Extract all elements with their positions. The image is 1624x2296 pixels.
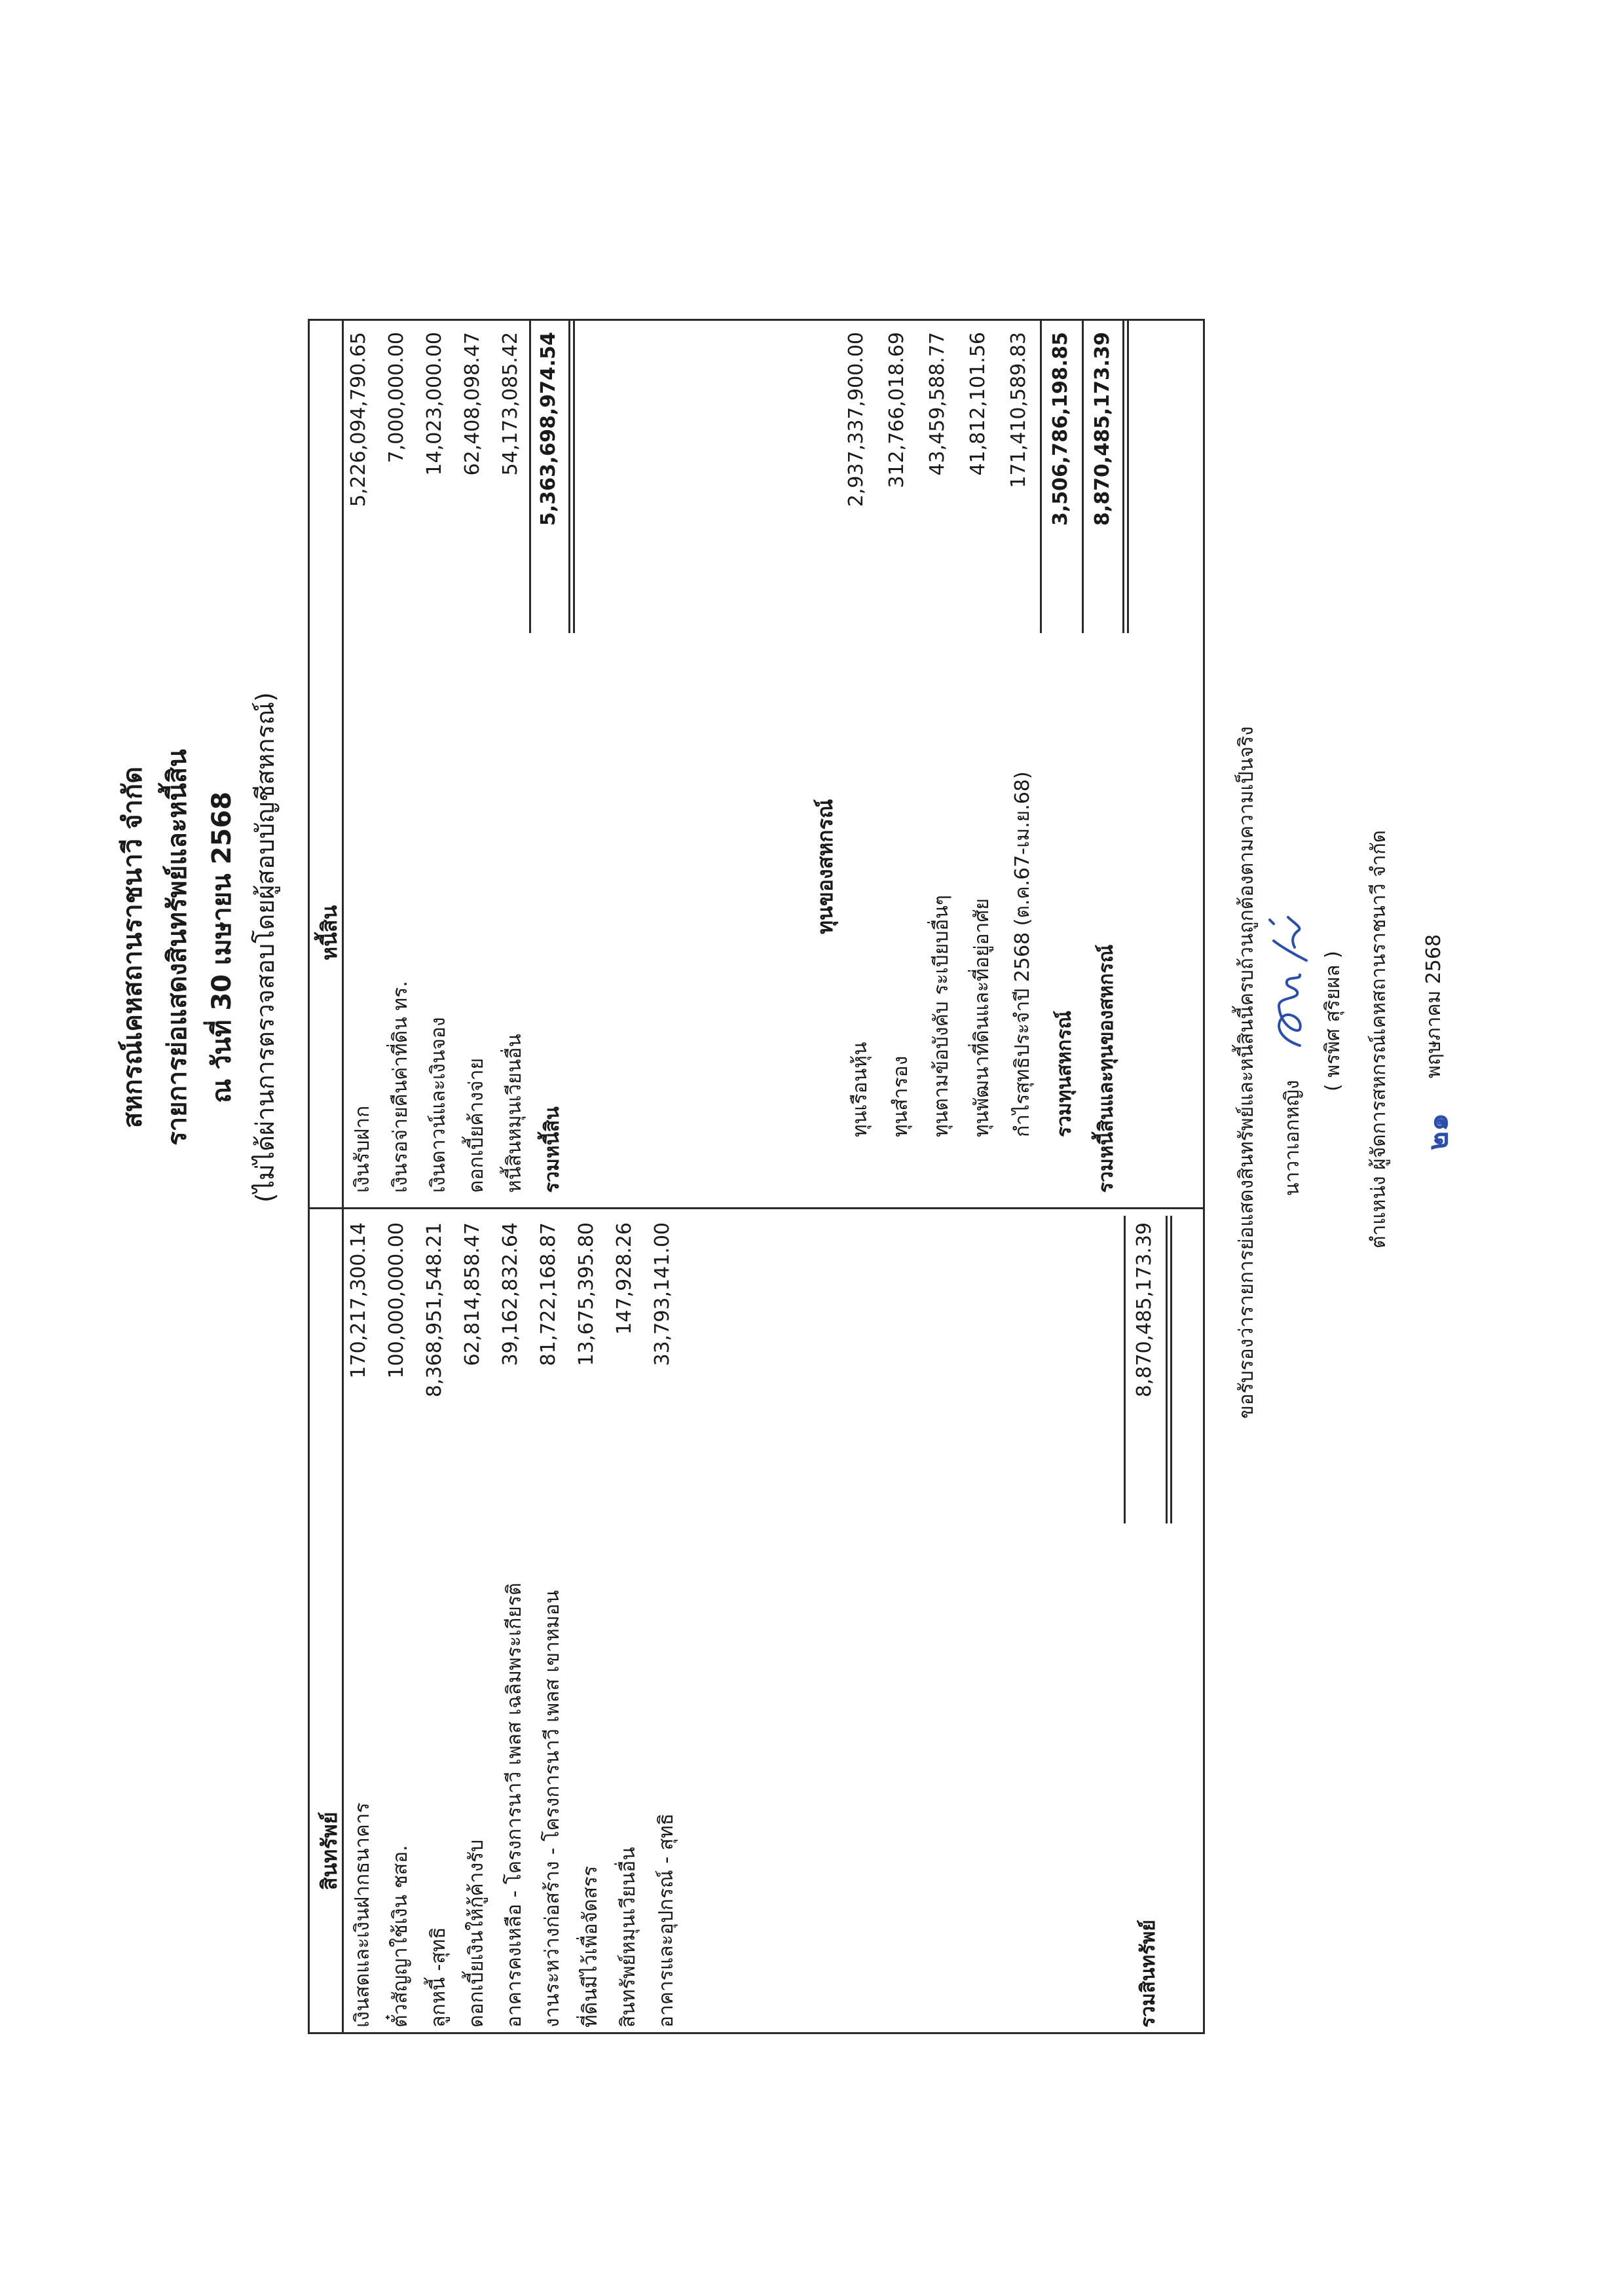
equity-label: ทุนเรือนหุ้น — [849, 1042, 872, 1137]
liability-label: ดอกเบี้ยค้างจ่าย — [465, 1057, 488, 1193]
total-equity-label: รวมทุนสหกรณ์ — [1053, 1010, 1076, 1137]
assets-heading: สินทรัพย์ — [317, 1812, 342, 1890]
asset-amount: 100,000,000.00 — [385, 1222, 408, 1379]
liability-amount: 14,023,000.00 — [423, 332, 446, 476]
equity-amount: 312,766,018.69 — [885, 332, 908, 488]
grand-total-amount: 8,870,485,173.39 — [1091, 332, 1114, 526]
signing-day: ๒๑ — [1421, 1113, 1454, 1150]
equity-label: ทุนสำรอง — [889, 1055, 912, 1137]
column-divider — [308, 1207, 1205, 1209]
asset-label: อาคารคงเหลือ - โครงการนาวี เพลส เฉลิมพระเกียรติ — [503, 1582, 526, 2028]
asset-amount: 33,793,141.00 — [651, 1222, 674, 1366]
total-liabilities-label: รวมหนี้สิน — [541, 1106, 564, 1193]
liability-amount: 5,226,094,790.65 — [347, 332, 370, 507]
liability-label: เงินดาวน์และเงินจอง — [427, 1017, 450, 1193]
equity-label: ทุนตามข้อบังคับ ระเบียบอื่นๆ — [930, 894, 953, 1137]
assets-double-rule — [1166, 1216, 1172, 1523]
total-assets-label: รวมสินทรัพย์ — [1137, 1920, 1160, 2028]
asset-label: สินทรัพย์หมุนเวียนอื่น — [617, 1847, 640, 2028]
equity-amount: 171,410,589.83 — [1007, 332, 1030, 488]
signing-month-year: พฤษภาคม 2568 — [1422, 934, 1445, 1078]
liability-label: เงินรับฝาก — [351, 1105, 374, 1193]
equity-total-rule — [1040, 319, 1042, 633]
liabilities-total-rule — [529, 319, 531, 633]
liabilities-heading: หนี้สิน — [317, 905, 342, 960]
liability-label: หนี้สินหมุนเวียนอื่น — [503, 1034, 526, 1193]
signer-rank: นาวาเอกหญิง — [1281, 1080, 1304, 1196]
header-rule — [342, 319, 344, 2034]
asset-amount: 13,675,395.80 — [575, 1222, 598, 1366]
equity-amount: 43,459,588.77 — [926, 332, 949, 476]
grand-total-label: รวมหนี้สินและทุนของสหกรณ์ — [1095, 944, 1118, 1193]
asset-label: เงินสดและเงินฝากธนาคาร — [351, 1802, 374, 2028]
liabilities-double-rule — [568, 319, 575, 633]
signer-position: ตำแหน่ง ผู้จัดการสหกรณ์เคหสถานราชนาวี จำกัด — [1367, 829, 1390, 1248]
equity-amount: 41,812,101.56 — [967, 332, 989, 476]
total-liabilities-amount: 5,363,698,974.54 — [537, 332, 560, 526]
liability-amount: 54,173,085.42 — [499, 332, 522, 476]
liability-amount: 62,408,098.47 — [461, 332, 484, 476]
asset-label: งานระหว่างก่อสร้าง - โครงการนาวี เพลส เขาหมอน — [541, 1590, 564, 2028]
asset-amount: 147,928.26 — [613, 1222, 636, 1335]
signature-image — [1254, 902, 1326, 1052]
asset-label: ที่ดินมีไว้เพื่อจัดสรร — [579, 1865, 602, 2028]
asset-amount: 170,217,300.14 — [347, 1222, 370, 1379]
asset-amount: 81,722,168.87 — [537, 1222, 560, 1366]
total-equity-amount: 3,506,786,198.85 — [1049, 332, 1072, 526]
asset-label: ลูกหนี้ -สุทธิ — [427, 1927, 450, 2028]
asset-label: ดอกเบี้ยเงินให้กู้ค้างรับ — [465, 1839, 488, 2028]
liability-amount: 7,000,000.00 — [385, 332, 408, 464]
asset-amount: 39,162,832.64 — [499, 1222, 522, 1366]
asset-amount: 62,814,858.47 — [461, 1222, 484, 1366]
cooperative-name: สหกรณ์เคหสถานราชนาวี จำกัด — [118, 766, 148, 1129]
asset-amount: 8,368,951,548.21 — [423, 1222, 446, 1398]
signer-name: ( พรพิศ สุริยผล ) — [1321, 951, 1344, 1091]
grand-total-double-rule — [1122, 319, 1129, 633]
equity-label: ทุนพัฒนาที่ดินและที่อยู่อาศัย — [970, 898, 993, 1137]
audit-note: (ไม่ได้ผ่านการตรวจสอบโดยผู้สอบบัญชีสหกรณ์) — [251, 692, 280, 1203]
asset-label: อาคารและอุปกรณ์ - สุทธิ — [655, 1813, 678, 2028]
asset-label: ตั๋วสัญญาใช้เงิน ชสอ. — [389, 1845, 412, 2028]
assets-total-rule — [1124, 1216, 1126, 1523]
equity-label: กำไรสุทธิประจำปี 2568 (ต.ค.67-เม.ย.68) — [1011, 771, 1034, 1137]
total-assets-amount: 8,870,485,173.39 — [1133, 1222, 1156, 1398]
equity-amount: 2,937,337,900.00 — [845, 332, 868, 507]
liability-label: เงินรอจ่ายคืนค่าที่ดิน ทร. — [389, 981, 412, 1193]
equity-heading: ทุนของสหกรณ์ — [813, 799, 838, 934]
certification-statement: ขอรับรองว่ารายการย่อแสดงสินทรัพย์และหนี้สินนี้ครบถ้วนถูกต้องตามความเป็นจริง — [1235, 726, 1258, 1419]
report-date: ณ วันที่ 30 เมษายน 2568 — [207, 792, 237, 1103]
grand-total-rule — [1082, 319, 1084, 633]
report-title: รายการย่อแสดงสินทรัพย์และหนี้สิน — [162, 749, 193, 1146]
